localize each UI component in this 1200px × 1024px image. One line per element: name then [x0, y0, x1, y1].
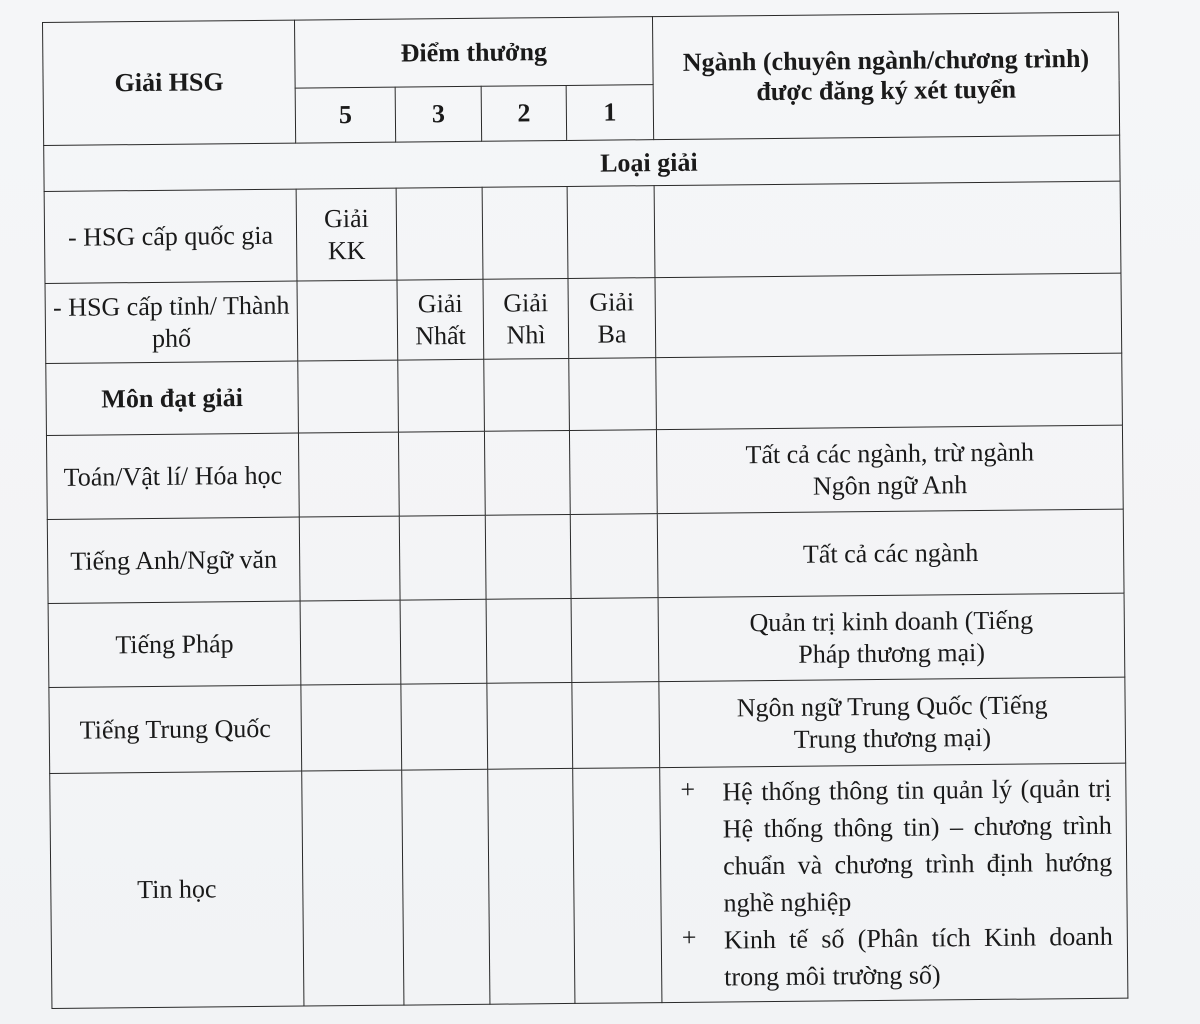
- award-major-cell: [655, 273, 1122, 357]
- empty-cell: [484, 358, 570, 431]
- empty-cell: [298, 360, 399, 433]
- subject-row: [46, 425, 1123, 519]
- award-row-national: [44, 181, 1121, 283]
- subject-label: Tiếng Anh/Ngữ văn: [47, 517, 300, 603]
- subject-row: [48, 593, 1125, 687]
- empty-cell: [488, 768, 575, 1004]
- empty-cell: [486, 598, 572, 683]
- award-major-cell: [654, 181, 1121, 277]
- empty-cell: [401, 683, 488, 770]
- empty-cell: [571, 598, 659, 683]
- empty-cell: [402, 769, 490, 1005]
- empty-cell: [484, 430, 570, 515]
- subject-label: Tin học: [50, 771, 304, 1008]
- empty-cell: [573, 768, 662, 1004]
- award-label: - HSG cấp quốc gia: [44, 189, 297, 283]
- empty-cell: [570, 514, 658, 599]
- subject-majors: Ngôn ngữ Trung Quốc (Tiếng Trung thương mại): [659, 677, 1126, 767]
- plus-bullet-icon: +: [680, 774, 696, 804]
- section-subject-row: [46, 353, 1123, 435]
- award-cell: Giải Nhất: [397, 279, 484, 360]
- empty-cell: [398, 431, 485, 516]
- empty-cell: [569, 358, 657, 431]
- empty-cell: [400, 599, 487, 684]
- empty-cell: [485, 514, 571, 599]
- major-text: Hệ thống thông tin quản lý (quản trị Hệ thống thông tin) – chương trình chuẩn và chương trình định hướng nghề nghiệp: [722, 773, 1113, 918]
- award-cell: Giải Nhì: [483, 278, 569, 359]
- subject-label: Tiếng Trung Quốc: [49, 685, 302, 773]
- award-row-provincial: [45, 273, 1122, 363]
- bonus-points-table: [42, 12, 1128, 1009]
- major-list-item: [682, 918, 1114, 996]
- subject-majors: Tất cả các ngành: [657, 509, 1124, 597]
- empty-cell: [302, 770, 404, 1006]
- empty-cell: [298, 432, 399, 517]
- subject-majors: Tất cả các ngành, trừ ngành Ngôn ngữ Anh: [656, 425, 1123, 513]
- empty-cell: [399, 515, 486, 600]
- bonus-1: 1: [566, 85, 654, 141]
- plus-bullet-icon: +: [681, 922, 697, 952]
- subject-majors: Quản trị kinh doanh (Tiếng Pháp thương mại): [658, 593, 1125, 681]
- empty-cell: [487, 682, 573, 769]
- header-row-1: [43, 12, 1120, 90]
- header-major: Ngành (chuyên ngành/chương trình) được đăng ký xét tuyển: [653, 12, 1120, 139]
- bonus-3: 3: [395, 86, 482, 142]
- empty-cell: [301, 684, 402, 771]
- empty-cell: [398, 359, 485, 432]
- award-cell: [297, 280, 398, 361]
- empty-cell: [569, 430, 657, 515]
- bonus-2: 2: [481, 85, 567, 141]
- subject-row: [50, 763, 1128, 1008]
- header-bonus-points: Điểm thưởng: [294, 17, 653, 88]
- header-award: Giải HSG: [43, 20, 296, 145]
- award-cell: [567, 186, 655, 279]
- empty-cell: [299, 516, 400, 601]
- empty-cell: [572, 682, 660, 769]
- subject-label: Tiếng Pháp: [48, 601, 301, 687]
- subject-major-list: [660, 763, 1128, 1002]
- major-text: Kinh tế số (Phân tích Kinh doanh trong môi trường số): [723, 921, 1113, 992]
- award-cell: [396, 187, 483, 280]
- empty-cell: [300, 600, 401, 685]
- major-list-item: [680, 770, 1112, 922]
- bonus-5: 5: [295, 87, 396, 143]
- subject-label: Toán/Vật lí/ Hóa học: [46, 433, 299, 519]
- subject-row: [49, 677, 1126, 773]
- empty-cell: [656, 353, 1123, 429]
- award-cell: [482, 186, 568, 279]
- subject-row: [47, 509, 1124, 603]
- award-cell: Giải KK: [296, 188, 397, 281]
- award-cell: Giải Ba: [568, 278, 656, 359]
- section-subject: Môn đạt giải: [46, 361, 299, 435]
- award-label: - HSG cấp tỉnh/ Thành phố: [45, 281, 298, 363]
- section-award-type: Loại giải: [44, 135, 1120, 191]
